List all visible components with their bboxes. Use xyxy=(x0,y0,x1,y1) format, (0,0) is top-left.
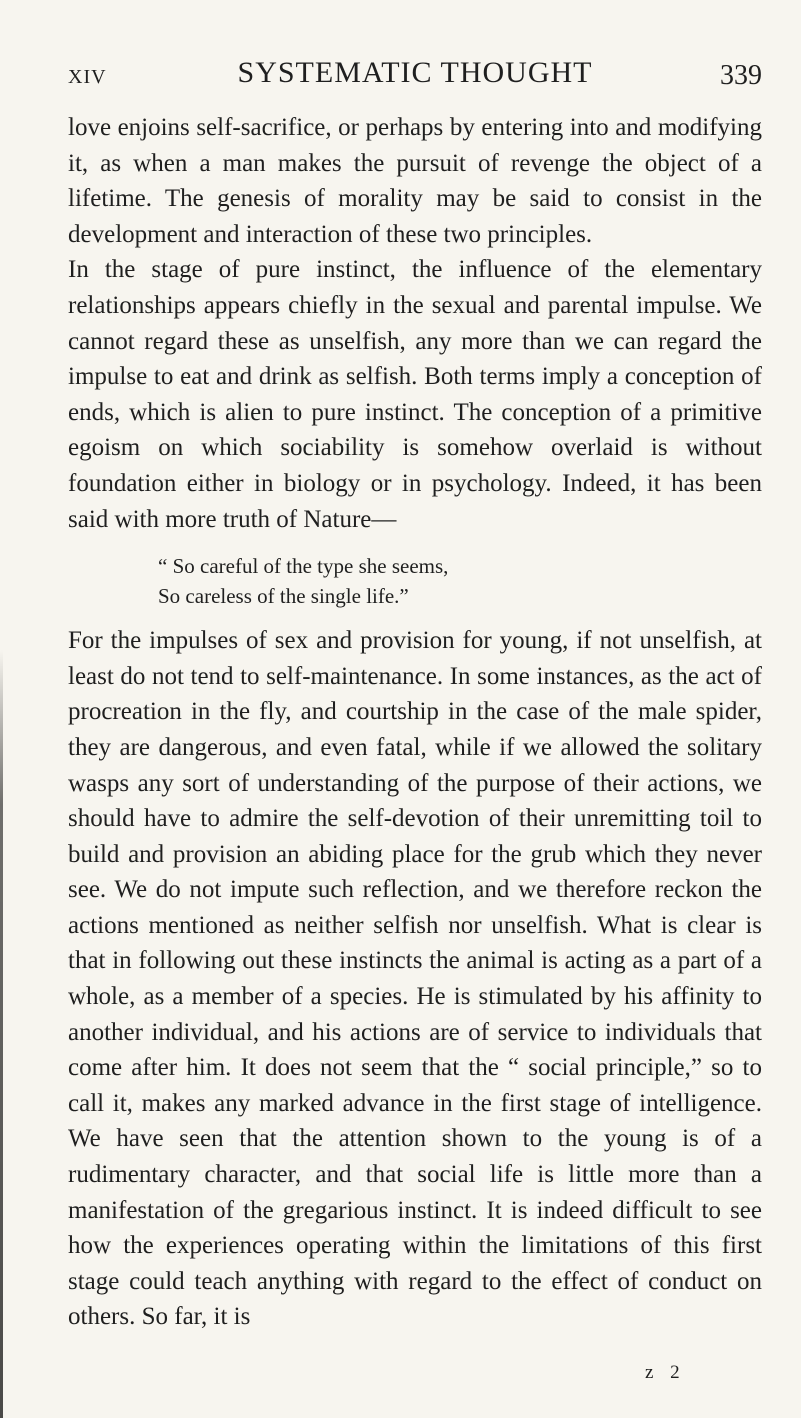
paragraph-instinct: In the stage of pure instinct, the influence of the elementary relationships appears chiefly in the sexual and parental impulse. We cannot regard these as unselfish, any more than we can regard the impulse to eat and drink as selfish. Both terms imply a conception of ends, which is alien to pure instinct. The conception of a primitive egoism on which sociability is somehow overlaid is without foundation either in biology or in psychology. Indeed, it has been said with more truth of Nature— xyxy=(68,256,762,533)
block-quote xyxy=(68,551,762,611)
binding-edge-shadow xyxy=(0,650,3,1418)
running-title: SYSTEMATIC THOUGHT xyxy=(237,56,593,89)
quote-line-1: “ So careful of the type she seems, xyxy=(158,554,449,579)
body-text xyxy=(68,110,762,1335)
chapter-number: XIV xyxy=(68,66,107,88)
running-head xyxy=(68,56,762,100)
signature-mark: z 2 xyxy=(645,1362,686,1383)
paragraph-continued: love enjoins self-sacrifice, or perhaps by entering into and modifying it, as when a man makes the pursuit of revenge the object of a lifetime. The genesis of morality may be said to consist in the development and interaction of these two principles. xyxy=(68,114,762,248)
paragraph-impulses: For the impulses of sex and provision for young, if not unselfish, at least do not tend to self-maintenance. In some instances, as the act of procreation in the fly, and courtship in the case of the male spider, they are dangerous, and even fatal, while if we allowed the solitary wasps any sort of understanding of the purpose of their actions, we should have to admire the self-devotion of their unremitting toil to build and provision an abiding place for the grub which they never see. We do not impute such reflection, and we therefore reckon the actions mentioned as neither selfish nor unselfish. What is clear is that in following out these instincts the animal is acting as a part of a whole, as a member of a species. He is stimulated by his affinity to another individual, and his actions are of service to individuals that come after him. It does not seem that the “ social principle,” so to call it, makes any marked advance in the first stage of intelligence. We have seen that the attention shown to the young is of a rudimentary character, and that social life is little more than a manifestation of the gregarious instinct. It is indeed difficult to see how the experiences operating within the limitations of this first stage could teach anything with regard to the effect of conduct on others. So far, it is xyxy=(68,627,762,1331)
page-number: 339 xyxy=(720,60,762,91)
quote-line-2: So careless of the single life.” xyxy=(158,584,409,609)
